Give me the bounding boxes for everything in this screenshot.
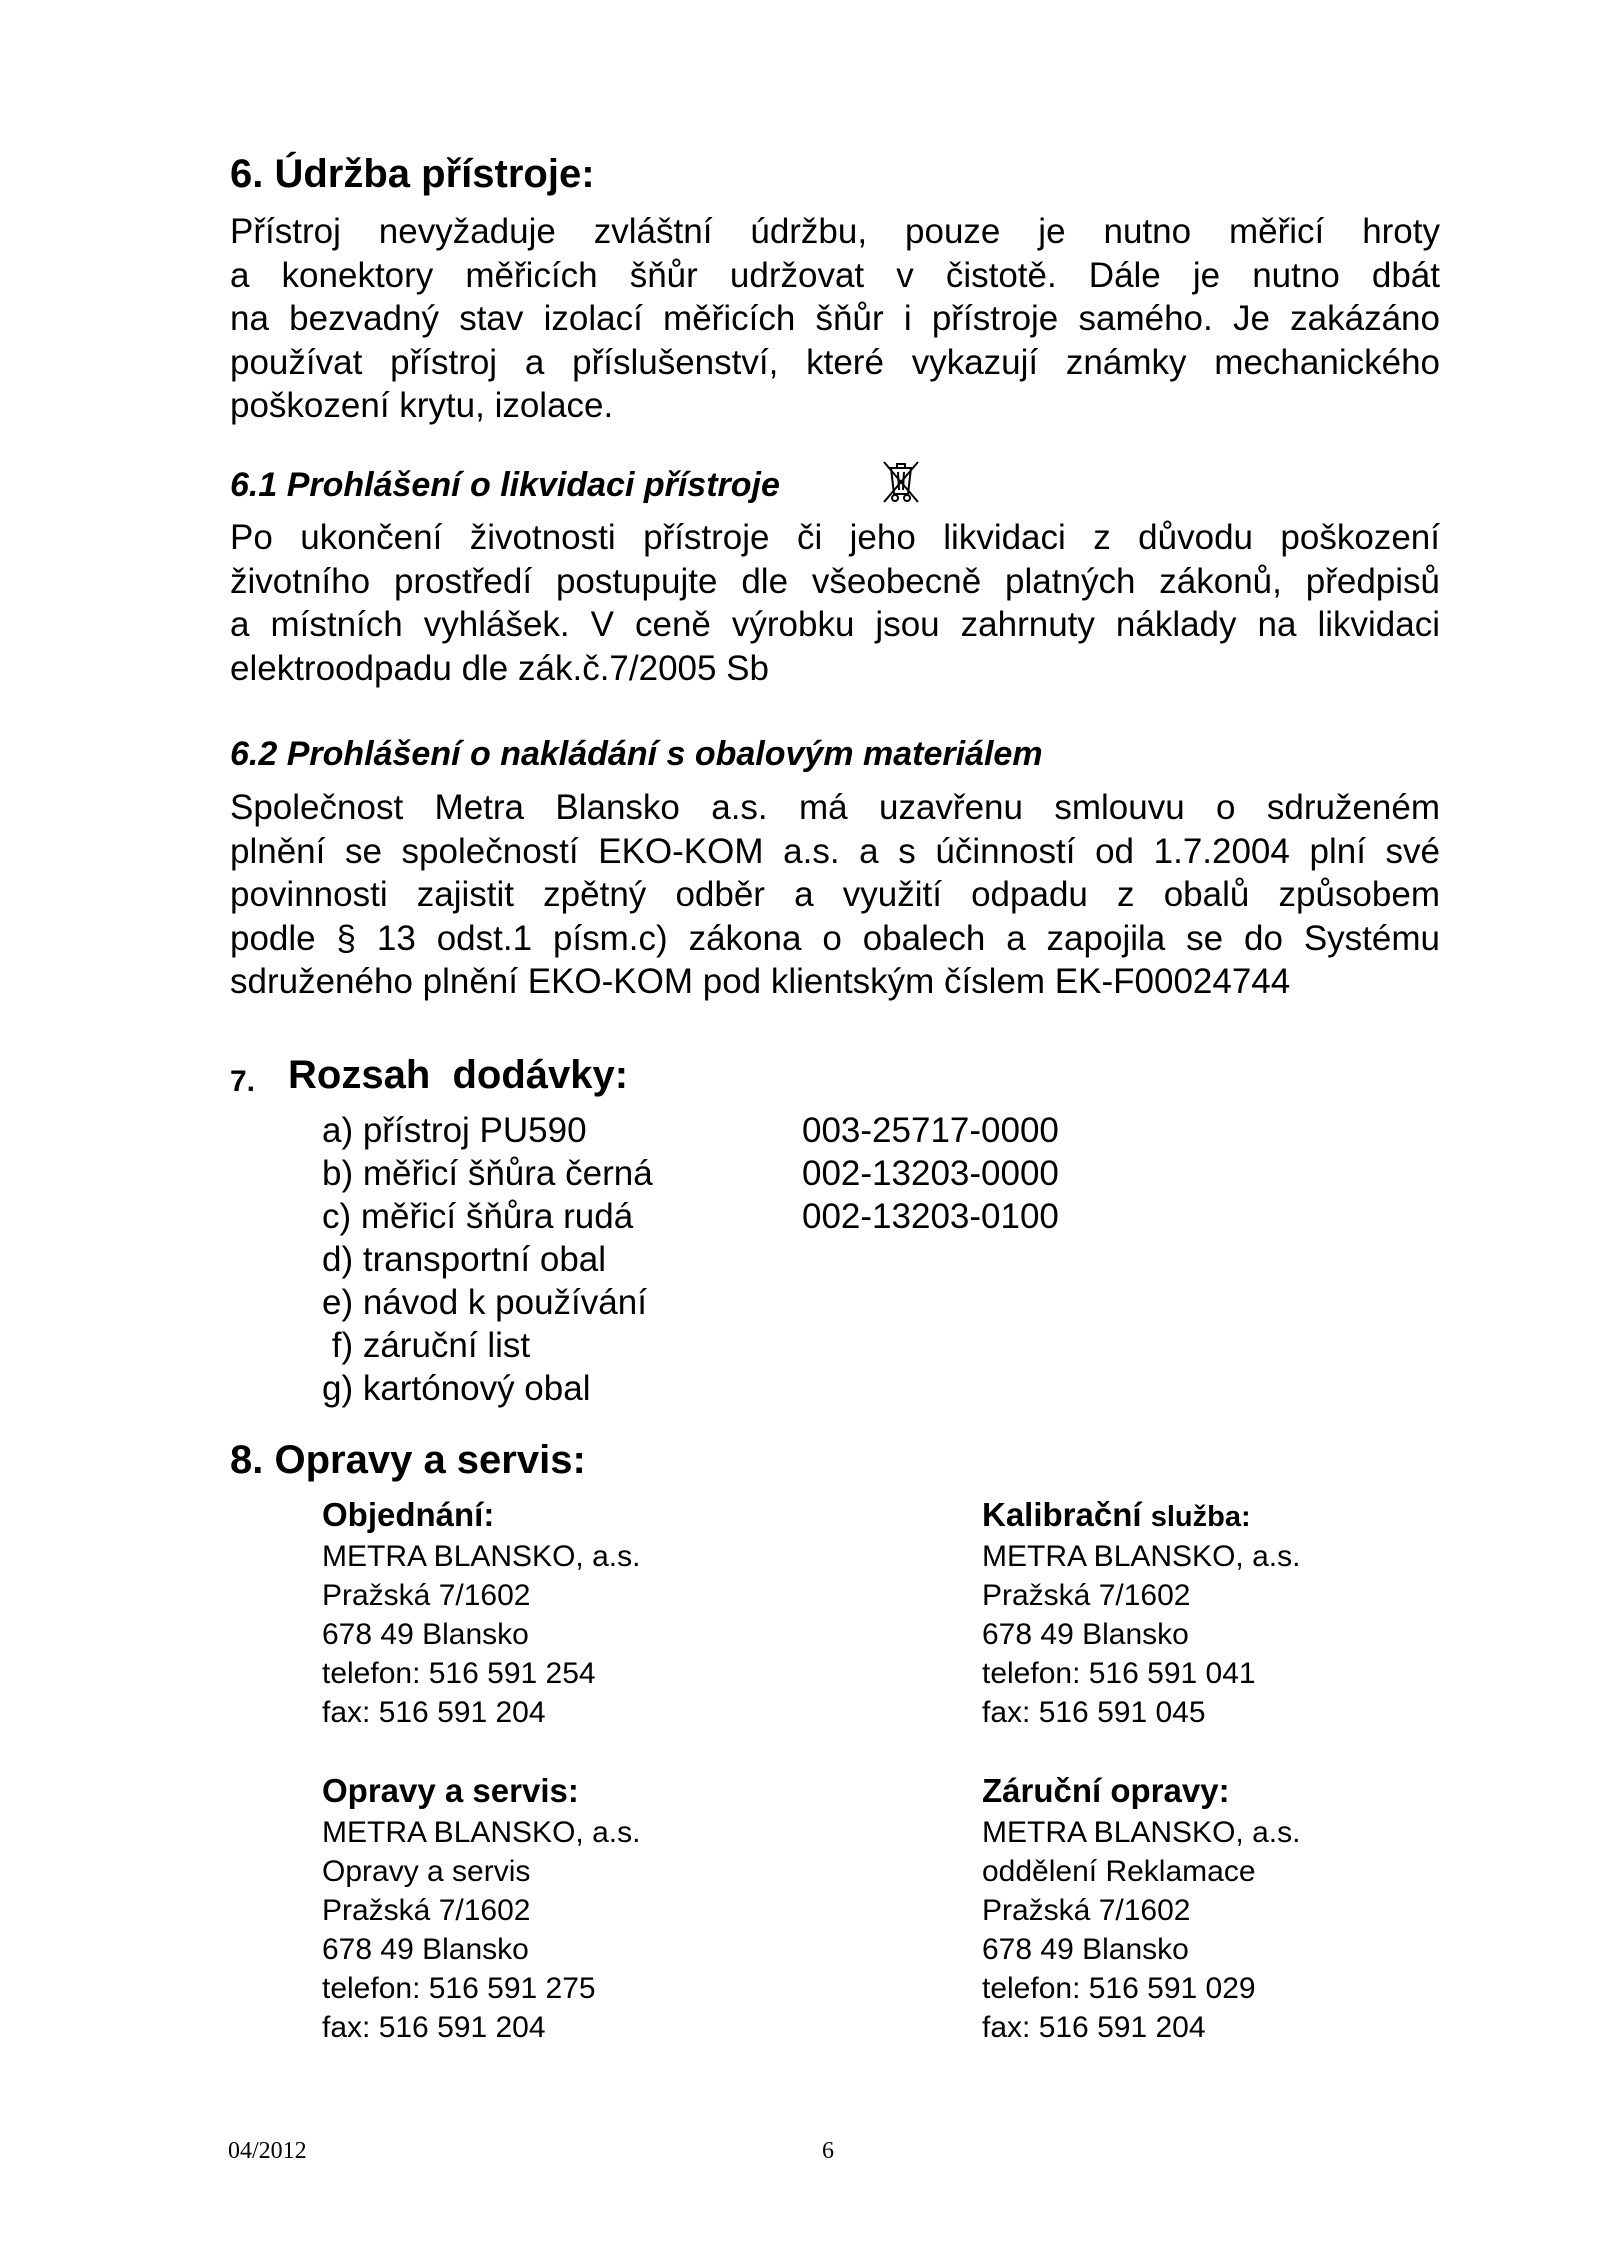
calibration-city: 678 49 Blansko — [982, 1618, 1189, 1651]
orders-heading: Objednání: — [322, 1496, 495, 1533]
paragraph-line: na bezvadný stav izolací měřicích šňůr i přístroje samého. Je zakázáno — [230, 299, 1440, 338]
scope-item-code: 003-25717-0000 — [802, 1111, 1059, 1150]
paragraph-line: používat přístroj a příslušenství, které vykazují známky mechanického — [230, 342, 1440, 382]
warranty-fax: fax: 516 591 204 — [982, 2011, 1206, 2044]
orders-company: METRA BLANSKO, a.s. — [322, 1540, 641, 1573]
footer-date: 04/2012 — [228, 2138, 307, 2164]
section-6-2-paragraph — [230, 786, 1440, 1004]
paragraph-line: a konektory měřicích šňůr udržovat v čistotě. Dále je nutno dbát — [230, 255, 1440, 295]
calibration-heading-main: Kalibrační — [982, 1496, 1151, 1533]
warranty-city: 678 49 Blansko — [982, 1933, 1189, 1966]
scope-item: a) přístroj PU590 — [322, 1111, 587, 1150]
orders-fax: fax: 516 591 204 — [322, 1696, 546, 1729]
paragraph-line: elektroodpadu dle zák.č.7/2005 Sb — [230, 648, 769, 688]
section-8-heading: 8. Opravy a servis: — [230, 1438, 586, 1482]
warranty-phone: telefon: 516 591 029 — [982, 1972, 1256, 2005]
calibration-heading-small: služba: — [1150, 1501, 1251, 1533]
orders-street: Pražská 7/1602 — [322, 1579, 531, 1612]
scope-item: b) měřicí šňůra černá — [322, 1154, 653, 1193]
warranty-company: METRA BLANSKO, a.s. — [982, 1816, 1301, 1849]
scope-item: f) záruční list — [322, 1326, 531, 1365]
calibration-heading — [982, 1496, 1251, 1534]
section-6-paragraph — [230, 210, 1440, 428]
paragraph-line: sdruženého plnění EKO-KOM pod klientským číslem EK-F00024744 — [230, 962, 1291, 1001]
scope-item: d) transportní obal — [322, 1240, 607, 1279]
section-6-heading: 6. Údržba přístroje: — [230, 152, 595, 196]
orders-city: 678 49 Blansko — [322, 1618, 529, 1651]
repairs-phone: telefon: 516 591 275 — [322, 1972, 596, 2005]
paragraph-line: podle § 13 odst.1 písm.c) zákona o obalech a zapojila se do Systému — [230, 918, 1440, 958]
repairs-company: METRA BLANSKO, a.s. — [322, 1816, 641, 1849]
section-6-2-heading: 6.2 Prohlášení o nakládání s obalovým materiálem — [230, 735, 1043, 773]
paragraph-line: poškození krytu, izolace. — [230, 386, 614, 425]
paragraph-line: povinnosti zajistit zpětný odběr a využití odpadu z obalů způsobem — [230, 875, 1440, 914]
repairs-city: 678 49 Blansko — [322, 1933, 529, 1966]
paragraph-line: životního prostředí postupujte dle všeobecně platných zákonů, předpisů — [230, 561, 1440, 601]
warranty-street: Pražská 7/1602 — [982, 1894, 1191, 1927]
warranty-heading: Záruční opravy: — [982, 1772, 1230, 1809]
scope-item: g) kartónový obal — [322, 1369, 591, 1408]
section-7-title: Rozsah dodávky: — [288, 1053, 629, 1097]
paragraph-line: Společnost Metra Blansko a.s. má uzavřenu smlouvu o sdruženém — [230, 788, 1440, 827]
calibration-street: Pražská 7/1602 — [982, 1579, 1191, 1612]
warranty-department: oddělení Reklamace — [982, 1855, 1256, 1888]
repairs-department: Opravy a servis — [322, 1855, 531, 1888]
paragraph-line: Přístroj nevyžaduje zvláštní údržbu, pouze je nutno měřicí hroty — [230, 212, 1440, 251]
paragraph-line: a místních vyhlášek. V ceně výrobku jsou zahrnuty náklady na likvidaci — [230, 605, 1440, 644]
paragraph-line: Po ukončení životnosti přístroje či jeho likvidaci z důvodu poškození — [230, 518, 1440, 557]
calibration-company: METRA BLANSKO, a.s. — [982, 1540, 1301, 1573]
orders-phone: telefon: 516 591 254 — [322, 1657, 596, 1690]
paragraph-line: plnění se společností EKO-KOM a.s. a s účinností od 1.7.2004 plní své — [230, 831, 1440, 871]
footer-page-number: 6 — [822, 2138, 834, 2164]
scope-item: c) měřicí šňůra rudá — [322, 1197, 634, 1236]
crossed-out-wheelie-bin-icon — [880, 458, 922, 504]
scope-item: e) návod k používání — [322, 1283, 647, 1322]
calibration-fax: fax: 516 591 045 — [982, 1696, 1206, 1729]
repairs-fax: fax: 516 591 204 — [322, 2011, 546, 2044]
scope-item-code: 002-13203-0100 — [802, 1197, 1059, 1236]
section-6-1-paragraph — [230, 516, 1440, 690]
repairs-heading: Opravy a servis: — [322, 1772, 579, 1809]
section-6-1-heading: 6.1 Prohlášení o likvidaci přístroje — [230, 466, 780, 504]
repairs-street: Pražská 7/1602 — [322, 1894, 531, 1927]
calibration-phone: telefon: 516 591 041 — [982, 1657, 1256, 1690]
scope-item-code: 002-13203-0000 — [802, 1154, 1059, 1193]
section-7-number: 7. — [230, 1065, 256, 1098]
